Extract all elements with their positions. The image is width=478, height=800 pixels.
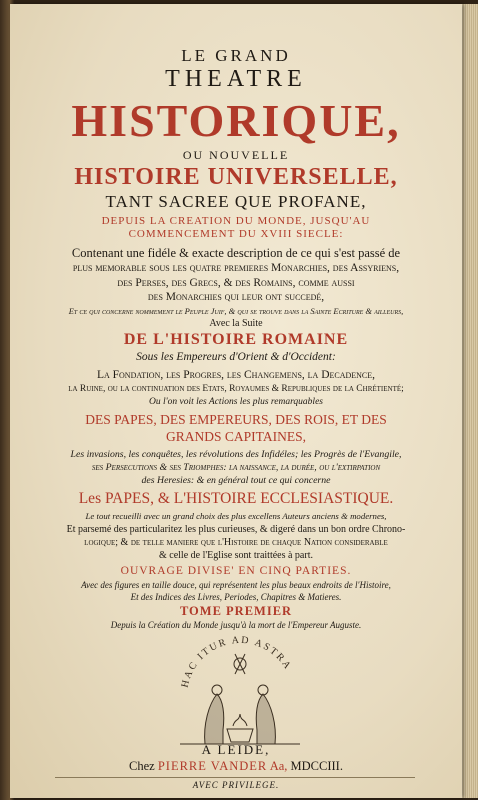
title-line-16: Sous les Empereurs d'Orient & d'Occident: xyxy=(136,351,336,363)
title-line-13: Et ce qui concerne nommement le Peuple Juif, & qui se trouve dans la Sainte Ecriture & ailleurs, xyxy=(68,306,404,316)
imprint-printer: PIERRE VANDER xyxy=(157,759,268,773)
imprint-year: MDCCIII. xyxy=(290,759,343,773)
title-line-3: HISTORIQUE, xyxy=(71,95,401,146)
title-line-32: Et des Indices des Livres, Periodes, Chapitres & Matieres. xyxy=(130,592,342,602)
emblem-motto xyxy=(180,635,294,689)
title-line-4: OU NOUVELLE xyxy=(182,148,290,162)
title-line-33: TOME PREMIER xyxy=(179,604,293,618)
page-edges xyxy=(462,4,478,798)
title-line-24: des Heresies: & en général tout ce qui concerne xyxy=(141,475,331,486)
title-line-19: Ou l'on voit les Actions les plus remarquables xyxy=(149,397,323,407)
title-line-23: ses Persecutions & ses Triomphes: la naissance, la durée, ou l'extirpation xyxy=(91,462,381,473)
title-line-7: DEPUIS LA CREATION DU MONDE, JUSQU'AU xyxy=(101,215,371,227)
title-line-21: GRANDS CAPITAINES, xyxy=(166,429,306,444)
title-line-34: Depuis la Création du Monde jusqu'à la mort de l'Empereur Auguste. xyxy=(110,620,362,630)
title-line-28: logique; & de telle maniere que l'Histoire de chaque Nation considerable xyxy=(84,537,388,548)
emblem-motto-text: HAC ITUR AD ASTRA xyxy=(179,634,294,689)
imprint-aa: Aa, xyxy=(269,759,288,773)
title-line-29: & celle de l'Eglise sont traittées à part. xyxy=(159,550,313,561)
title-line-27: Et parsemé des particularitez les plus curieuses, & digeré dans un bon ordre Chrono- xyxy=(66,524,406,535)
imprint-city: A LEIDE, xyxy=(201,742,271,757)
title-line-10: plus memorable sous les quatre premieres Monarchies, des Assyriens, xyxy=(72,262,400,274)
title-line-14: Avec la Suite xyxy=(209,318,263,329)
title-line-1: LE GRAND xyxy=(181,46,291,65)
title-line-18: la Ruine, ou la continuation des Etats, Royaumes & Republiques de la Chrétienté; xyxy=(68,384,404,394)
title-line-11: des Perses, des Grecs, & des Romains, comme aussi xyxy=(117,277,355,289)
title-line-20: DES PAPES, DES EMPEREURS, DES ROIS, ET DES xyxy=(85,412,387,427)
title-line-8: COMMENCEMENT DU XVIII SIECLE: xyxy=(128,228,344,240)
title-line-6: TANT SACREE QUE PROFANE, xyxy=(105,192,367,211)
title-line-26: Le tout recueilli avec un grand choix des plus excellens Auteurs anciens & modernes, xyxy=(85,511,387,521)
title-line-30: OUVRAGE DIVISE' EN CINQ PARTIES. xyxy=(120,565,352,577)
title-line-25: Les PAPES, & L'HISTOIRE ECCLESIASTIQUE. xyxy=(78,490,394,507)
title-line-17: La Fondation, les Progres, les Changemens, la Decadence, xyxy=(96,369,376,381)
imprint-chez: Chez xyxy=(129,759,155,773)
title-line-31: Avec des figures en taille douce, qui représentent les plus beaux endroits de l'Histoire, xyxy=(81,580,391,590)
title-line-2: THEATRE xyxy=(165,66,307,92)
title-line-5: HISTOIRE UNIVERSELLE, xyxy=(74,164,398,190)
privilege-line: AVEC PRIVILEGE. xyxy=(192,780,280,790)
printer-emblem-image xyxy=(175,634,305,746)
title-line-22: Les invasions, les conquêtes, les révolutions des Infidéles; les Progrès de l'Evangile, xyxy=(70,449,402,460)
title-line-15: DE L'HISTOIRE ROMAINE xyxy=(123,331,349,348)
imprint-line xyxy=(10,759,462,774)
title-line-9: Contenant une fidéle & exacte description de ce qui s'est passé de xyxy=(71,246,401,260)
title-line-12: des Monarchies qui leur ont succedé, xyxy=(147,291,325,303)
imprint-rule xyxy=(55,777,415,778)
title-page xyxy=(10,4,462,798)
